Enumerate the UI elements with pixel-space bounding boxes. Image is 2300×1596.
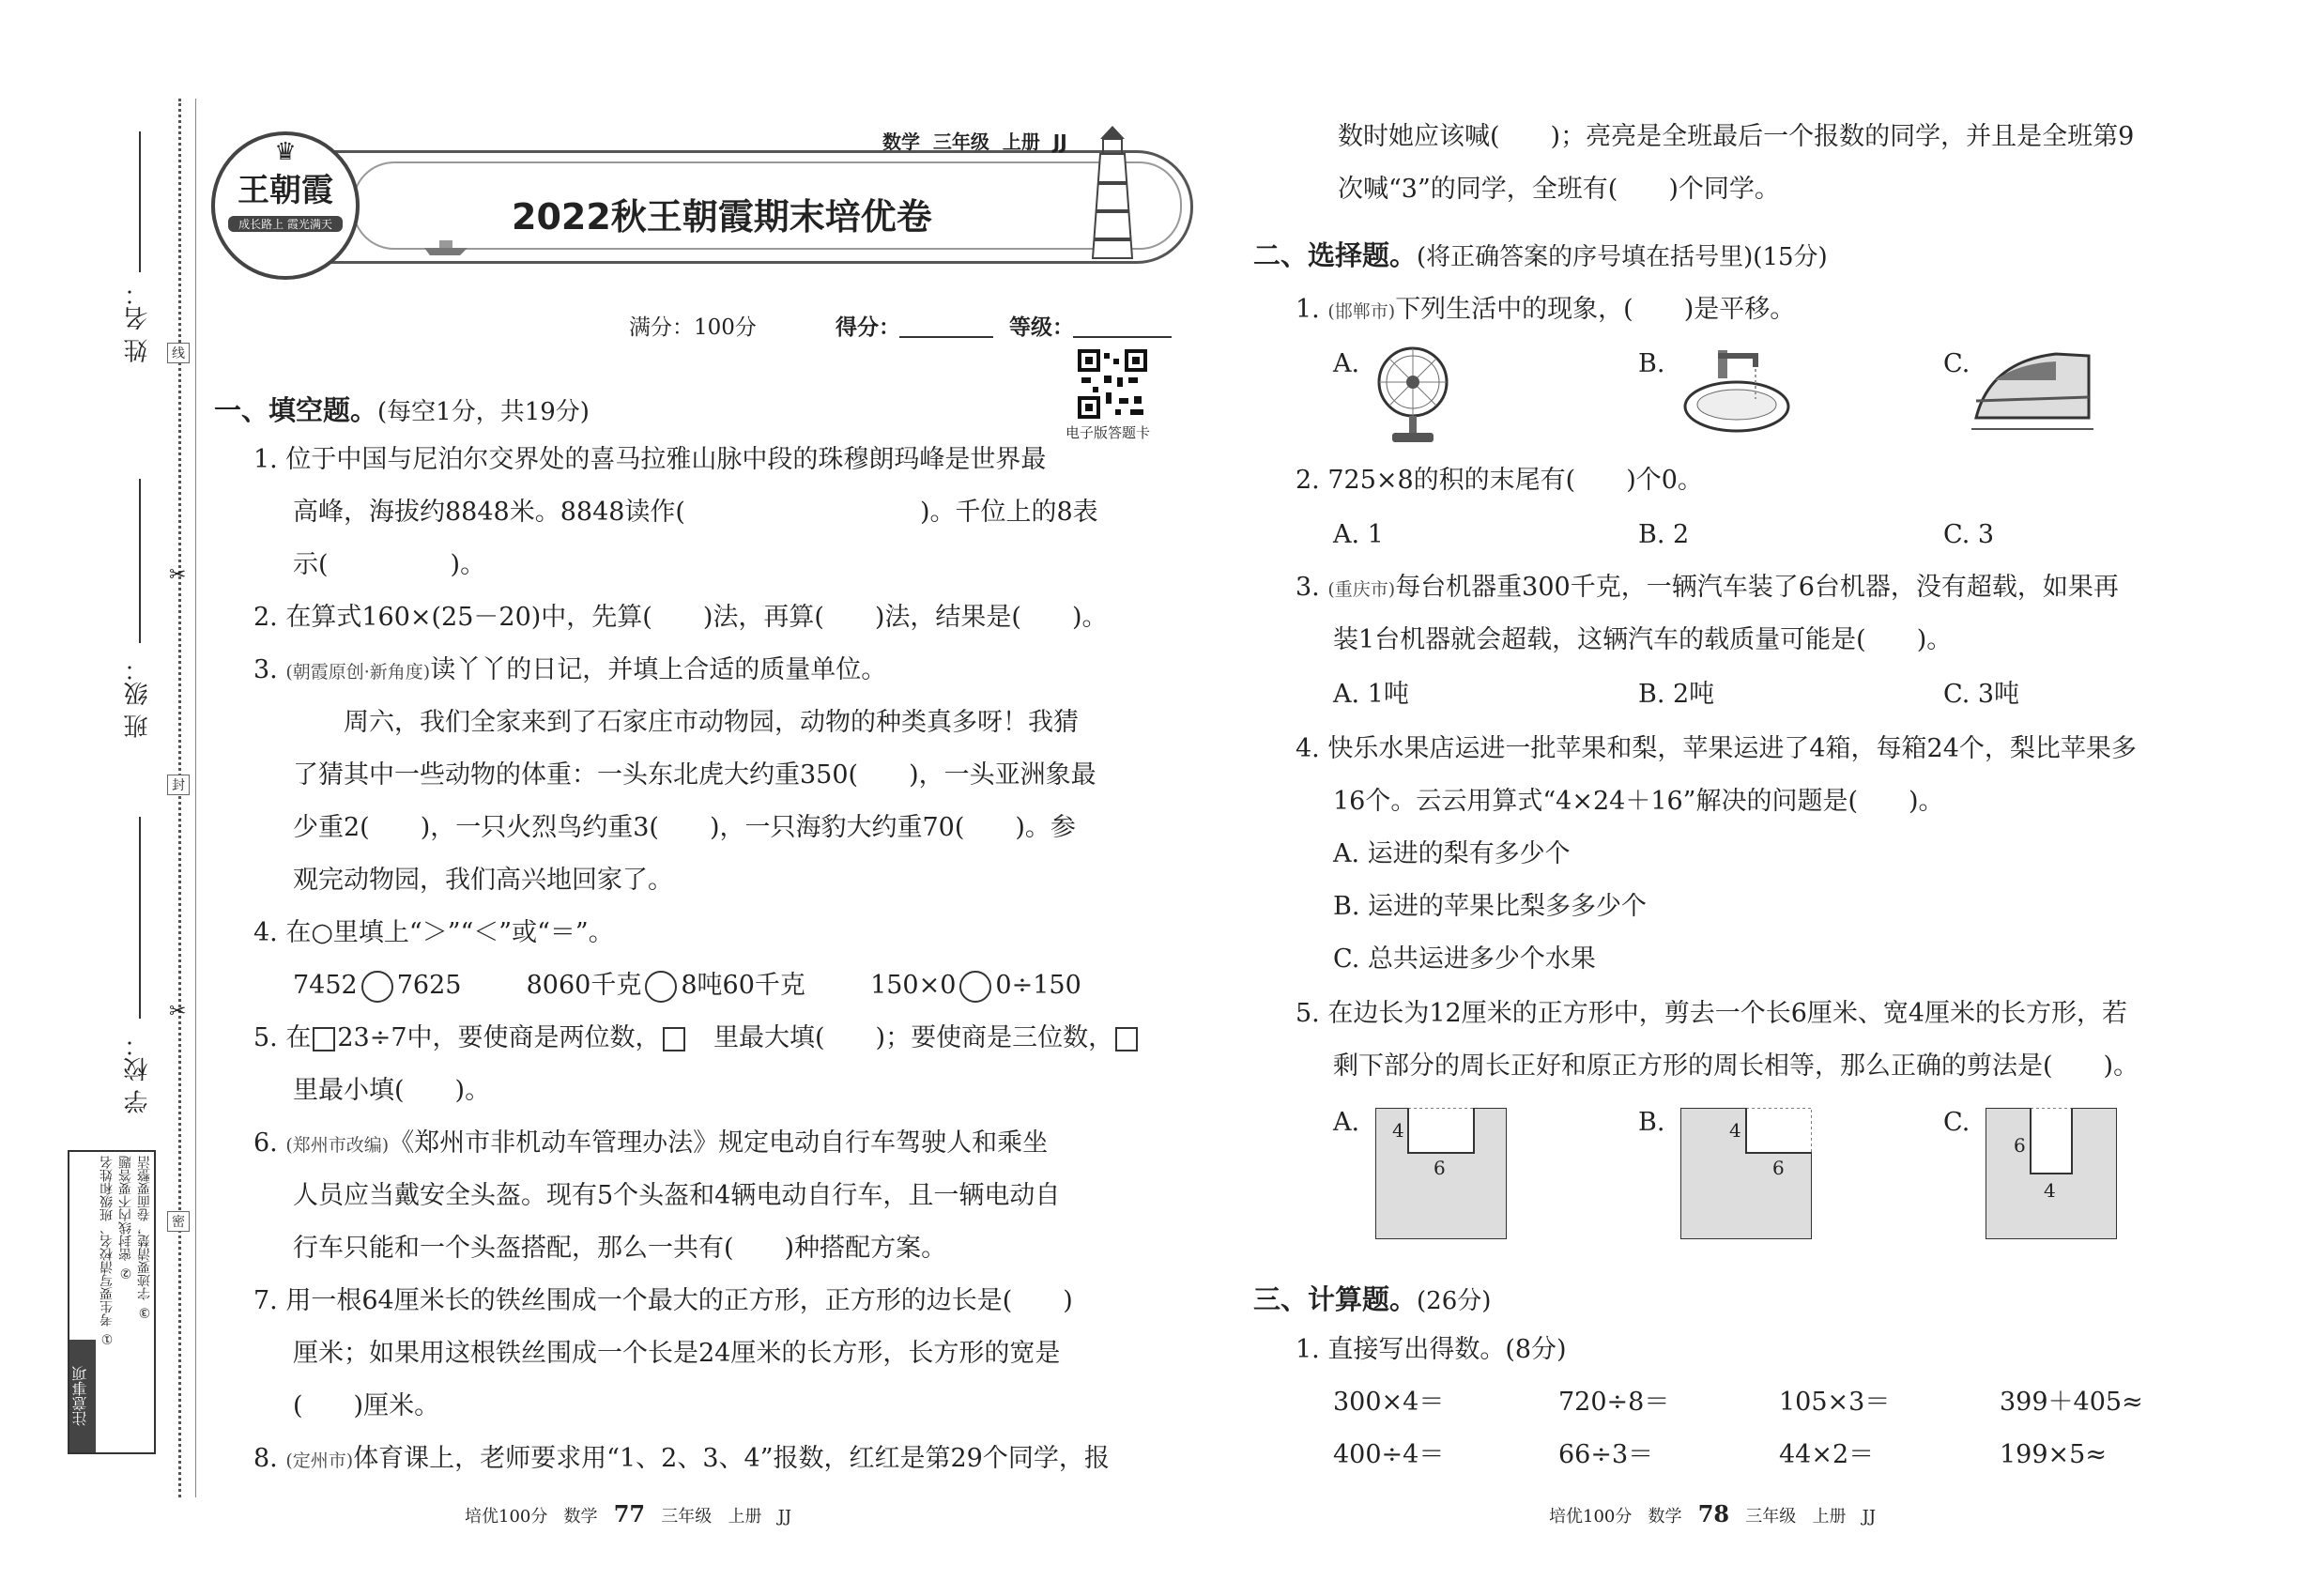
school-field[interactable] — [139, 817, 141, 1019]
option-label[interactable]: B. — [1638, 1108, 1665, 1137]
question-line: ( )厘米。 — [293, 1391, 440, 1420]
footer-left: 培优100分 数学 77 三年级 上册 JJ — [465, 1500, 792, 1527]
option-label[interactable]: A. 运进的梨有多少个 — [1333, 839, 1571, 868]
dim-label: 4 — [2044, 1179, 2056, 1202]
blank-square[interactable] — [663, 1027, 685, 1051]
dim-label: 6 — [1772, 1157, 1785, 1179]
option-label[interactable]: C. 总共运进多少个水果 — [1333, 944, 1596, 974]
name-label: 姓 名： — [124, 282, 152, 363]
section-title: 三、计算题。(26分) — [1253, 1283, 1492, 1315]
option-label[interactable]: C. 3 — [1943, 520, 1995, 549]
option-label[interactable]: B. 运进的苹果比梨多多少个 — [1333, 892, 1648, 921]
option-label[interactable]: B. 2吨 — [1638, 680, 1715, 709]
question-line: 2. 在算式160×(25－20)中，先算( )法，再算( )法，结果是( )。 — [253, 603, 1108, 632]
school-label: 学 校： — [124, 1033, 152, 1114]
cut-mark: 密 — [167, 1211, 190, 1232]
compare-circle[interactable] — [959, 971, 991, 1003]
question-line: 里最大填( )；要使商是三位数， — [713, 1021, 1140, 1055]
calc-item: 720÷8＝ — [1558, 1388, 1670, 1417]
page-number: 77 — [613, 1500, 646, 1527]
class-label: 班 级： — [124, 657, 152, 739]
question-line: 2. 725×8的积的末尾有( )个0。 — [1296, 466, 1703, 495]
cut-diagram-b — [1680, 1108, 1812, 1239]
score-label: 得分： — [836, 315, 900, 340]
compare-circle[interactable] — [361, 971, 393, 1003]
logo-badge — [211, 131, 360, 280]
question-line: 3. (朝霞原创·新角度)读丫丫的日记，并填上合适的质量单位。 — [253, 655, 887, 684]
page-title: 2022秋王朝霞期末培优卷 — [512, 196, 932, 238]
diary-line: 周六，我们全家来到了石家庄市动物园，动物的种类真多呀！我猜 — [344, 708, 1079, 737]
question-line: 行车只能和一个头盔搭配，那么一共有( )种搭配方案。 — [293, 1234, 947, 1263]
binding-strip — [0, 0, 197, 1596]
footer-right: 培优100分 数学 78 三年级 上册 JJ — [1549, 1500, 1877, 1527]
calc-item: 66÷3＝ — [1558, 1440, 1654, 1469]
question-line: 厘米；如果用这根铁丝围成一个长是24厘米的长方形，长方形的宽是 — [293, 1339, 1061, 1368]
name-field[interactable] — [139, 131, 141, 272]
question-line: 5. 在 23÷7中，要使商是两位数， — [253, 1021, 687, 1055]
faucet-icon — [1680, 343, 1793, 437]
ship-icon — [422, 235, 469, 257]
cut-mark: 封 — [167, 775, 190, 795]
question-line: 剩下部分的周长正好和原正方形的周长相等，那么正确的剪法是( )。 — [1333, 1051, 2139, 1081]
calc-item: 300×4＝ — [1333, 1388, 1445, 1417]
qr-caption: 电子版答题卡 — [1066, 424, 1151, 441]
section-title: 一、填空题。(每空1分，共19分) — [214, 394, 590, 426]
dim-label: 6 — [2014, 1134, 2026, 1157]
question-line: 高峰，海拔约8848米。8848读作( )。千位上的8表 — [293, 498, 1098, 527]
notice-item: ② 密封线内不要答题 — [118, 1156, 133, 1281]
cut-diagram-a — [1375, 1108, 1507, 1239]
question-line: 6. (郑州市改编)《郑州市非机动车管理办法》规定电动自行车驾驶人和乘坐 — [253, 1128, 1049, 1158]
notice-item: ③ 字迹要清楚，卷面要整洁 — [137, 1156, 152, 1320]
diary-line: 观完动物园，我们高兴地回家了。 — [293, 866, 673, 895]
header-meta: 数学 三年级 上册 JJ — [882, 130, 1067, 153]
question-line: 16个。云云用算式“4×24＋16”解决的问题是( )。 — [1333, 787, 1944, 816]
calc-item: 105×3＝ — [1779, 1388, 1891, 1417]
dotted-cut-line — [178, 99, 181, 1497]
scissors-icon: ✂ — [169, 563, 187, 587]
logo-sub: 成长路上 霞光满天 — [228, 216, 343, 232]
fan-icon — [1366, 343, 1460, 446]
cut-mark: 线 — [167, 343, 190, 363]
blank-square[interactable] — [1115, 1027, 1138, 1051]
scissors-icon: ✂ — [169, 1000, 187, 1023]
compare-circle[interactable] — [645, 971, 677, 1003]
question-line: 人员应当戴安全头盔。现有5个头盔和4辆电动自行车，且一辆电动自 — [293, 1181, 1061, 1210]
grade-field[interactable] — [1073, 336, 1172, 338]
train-icon — [1971, 343, 2093, 437]
question-line: 7. 用一根64厘米长的铁丝围成一个最大的正方形，正方形的边长是( ) — [253, 1286, 1073, 1315]
option-label[interactable]: A. — [1333, 349, 1360, 378]
question-line: 3. (重庆市)每台机器重300千克，一辆汽车装了6台机器，没有超载，如果再 — [1296, 573, 2119, 602]
question-line: 示( )。 — [293, 550, 486, 579]
blank-square[interactable] — [313, 1027, 335, 1051]
question-line: 次喊“3”的同学，全班有( )个同学。 — [1338, 175, 1780, 204]
notice-box — [68, 1150, 156, 1454]
question-line: 1. 直接写出得数。(8分) — [1296, 1335, 1567, 1364]
question-line: 4. 在○里填上“＞”“＜”或“＝”。 — [253, 918, 614, 947]
section-title: 二、选择题。(将正确答案的序号填在括号里)(15分) — [1253, 239, 1828, 271]
question-line: 数时她应该喊( )；亮亮是全班最后一个报数的同学，并且是全班第9 — [1338, 122, 2135, 151]
cut-diagram-c — [1986, 1108, 2117, 1239]
calc-item: 44×2＝ — [1779, 1440, 1875, 1469]
compare-row: 7452 7625 8060千克 8吨60千克 150×0 0÷150 — [293, 969, 1081, 1003]
diary-line: 了猜其中一些动物的体重：一头东北虎大约重350( )，一头亚洲象最 — [293, 760, 1096, 790]
full-score: 满分：100分 — [629, 315, 757, 340]
notice-title: 注意事项 — [69, 1340, 96, 1452]
crown-icon: ♛ — [274, 138, 297, 166]
question-line: 1. 位于中国与尼泊尔交界处的喜马拉雅山脉中段的珠穆朗玛峰是世界最 — [253, 445, 1047, 474]
page-number: 78 — [1697, 1500, 1730, 1527]
option-label[interactable]: A. — [1333, 1108, 1360, 1137]
notice-item: ① 考生要写清校名、班级和姓名 — [100, 1156, 115, 1346]
logo-text: 王朝霞 — [238, 172, 333, 209]
calc-item: 199×5≈ — [2000, 1440, 2107, 1469]
score-field[interactable] — [899, 336, 993, 338]
solid-cut-line — [195, 99, 196, 1497]
question-line: 里最小填( )。 — [293, 1076, 491, 1105]
class-field[interactable] — [139, 479, 141, 643]
option-label[interactable]: B. — [1638, 349, 1665, 378]
question-line: 4. 快乐水果店运进一批苹果和梨，苹果运进了4箱，每箱24个，梨比苹果多 — [1296, 734, 2137, 763]
question-line: 装1台机器就会超载，这辆汽车的载质量可能是( )。 — [1333, 625, 1953, 654]
grade-label: 等级： — [1009, 315, 1074, 340]
option-label[interactable]: B. 2 — [1638, 520, 1690, 549]
dim-label: 6 — [1434, 1157, 1446, 1179]
calc-item: 399＋405≈ — [2000, 1388, 2143, 1417]
option-label[interactable]: C. — [1943, 1108, 1970, 1137]
dim-label: 4 — [1729, 1119, 1741, 1142]
question-line: 5. 在边长为12厘米的正方形中，剪去一个长6厘米、宽4厘米的长方形，若 — [1296, 999, 2128, 1028]
lighthouse-icon — [1080, 122, 1145, 263]
option-label[interactable]: A. 1吨 — [1333, 680, 1409, 709]
qr-code-icon[interactable] — [1078, 349, 1147, 419]
diary-line: 少重2( )，一只火烈鸟约重3( )，一只海豹大约重70( )。参 — [293, 813, 1076, 842]
question-line: 8. (定州市)体育课上，老师要求用“1、2、3、4”报数，红红是第29个同学，报 — [253, 1444, 1110, 1473]
calc-item: 400÷4＝ — [1333, 1440, 1445, 1469]
dim-label: 4 — [1392, 1119, 1404, 1142]
option-label[interactable]: C. 3吨 — [1943, 680, 2020, 709]
question-line: 1. (邯郸市)下列生活中的现象，( )是平移。 — [1296, 295, 1796, 324]
option-label[interactable]: C. — [1943, 349, 1970, 378]
option-label[interactable]: A. 1 — [1333, 520, 1384, 549]
